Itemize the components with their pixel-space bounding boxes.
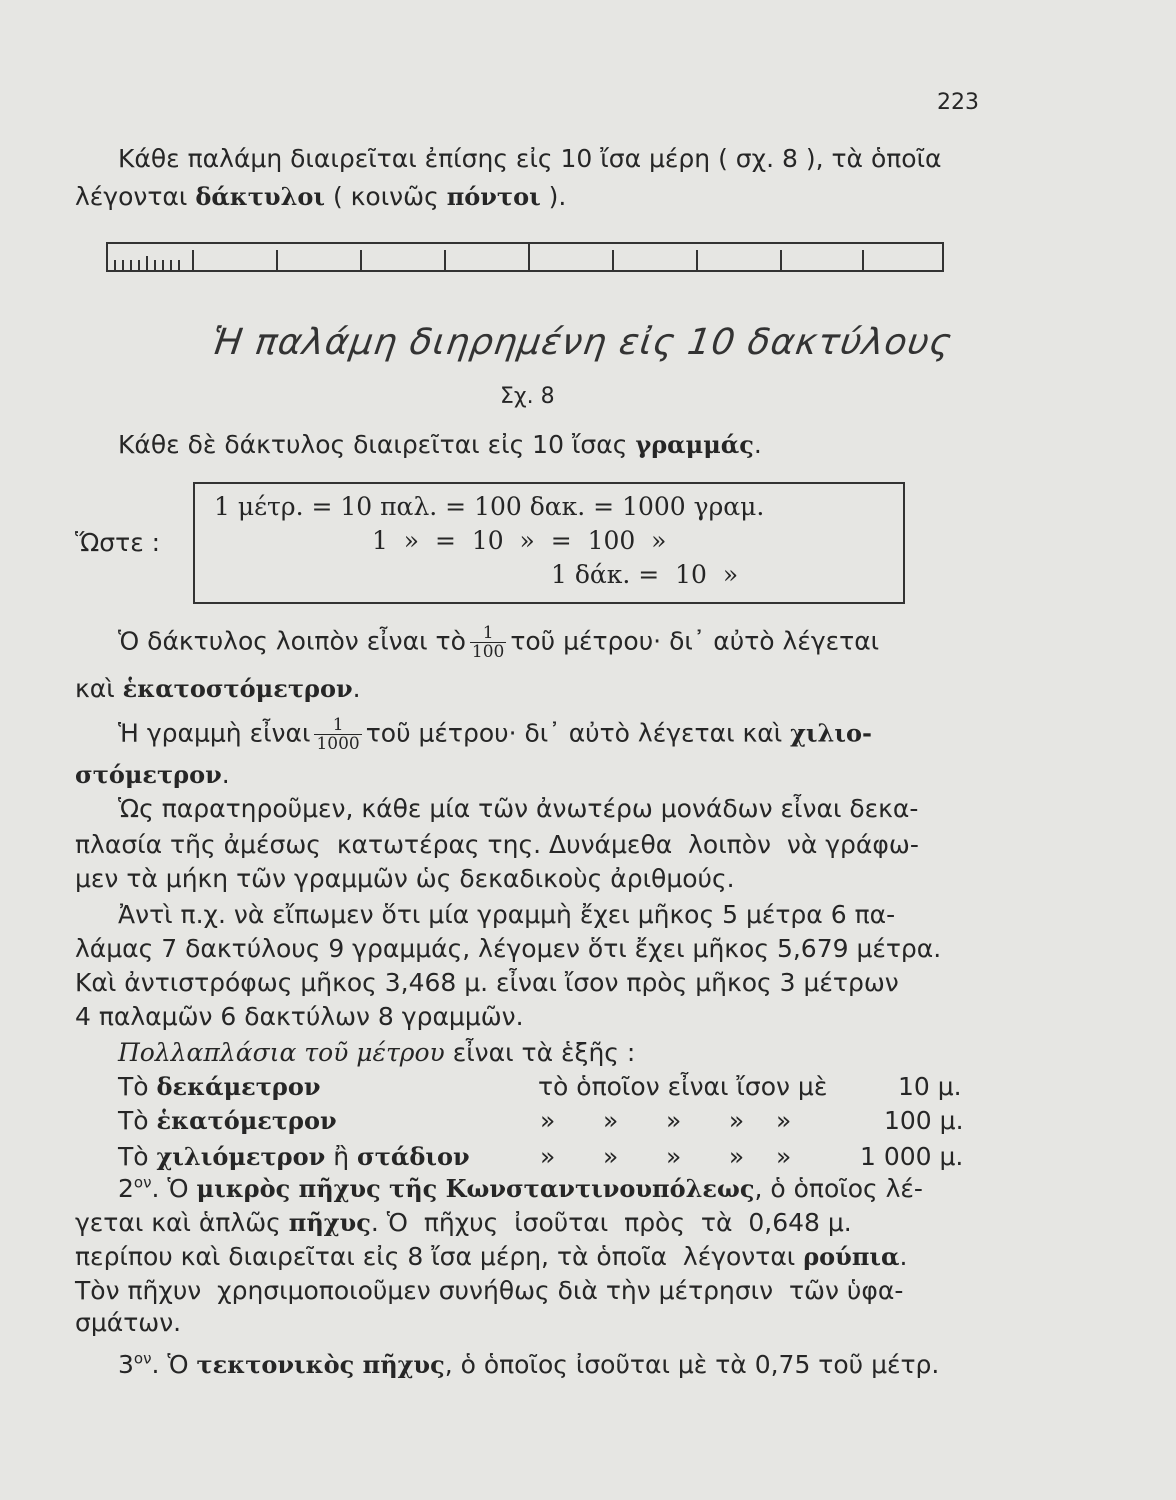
item-suffix: ον	[133, 1349, 152, 1368]
term-hekatometron: ἑκατόμετρον	[156, 1106, 337, 1135]
decimal-line-1: Ὡς παρατηροῦμεν, κάθε μία τῶν ἀνωτέρω μονάδων εἶναι δεκα-	[118, 794, 919, 823]
millimeter-line-2	[75, 758, 230, 792]
equivalence-row-3: 1 δάκ. = 10 »	[551, 560, 739, 589]
cubit-line-1	[118, 1172, 923, 1206]
item-number: 2	[118, 1174, 134, 1203]
intro-text: ( κοινῶς	[325, 182, 447, 211]
multiple-row-3-value: 1 000 μ.	[860, 1142, 964, 1171]
example-line-1: Ἀντὶ π.χ. νὰ εἴπωμεν ὅτι μία γραμμὴ ἔχει μῆκος 5 μέτρα 6 πα-	[118, 900, 896, 929]
item-suffix: ον	[133, 1173, 152, 1192]
decimal-line-2: πλασία τῆς ἀμέσως κατωτέρας της. Δυνάμεθα λοιπὸν νὰ γράφω-	[75, 830, 919, 859]
term-roupia: ρούπια	[803, 1242, 900, 1271]
equivalence-row-2: 1 » = 10 » = 100 »	[372, 526, 667, 555]
millimeter-text: .	[221, 760, 230, 789]
ruler-tick	[122, 260, 124, 270]
intro-line-1: Κάθε παλάμη διαιρεῖται ἐπίσης εἰς 10 ἴσα μέρη ( σχ. 8 ), τὰ ὁποῖα	[118, 144, 942, 173]
term-stadion: στάδιον	[357, 1142, 470, 1171]
multiple-row-1-desc: τὸ ὁποῖον εἶναι ἴσον μὲ	[538, 1072, 828, 1101]
multiple-row-3-name	[118, 1140, 470, 1174]
intro-line-2	[75, 180, 566, 214]
ruler-tick	[146, 256, 148, 270]
fraction-1-100	[470, 624, 506, 661]
ruler-tick	[114, 260, 116, 270]
ruler-tick	[170, 260, 172, 270]
multiple-row-1-name	[118, 1070, 321, 1104]
centimeter-text: τοῦ μέτρου· δι᾽ αὐτὸ λέγεται	[510, 626, 880, 656]
example-line-2: λάμας 7 δακτύλους 9 γραμμάς, λέγομεν ὅτι ἔχει μῆκος 5,679 μέτρα.	[75, 934, 942, 963]
cubit-text: περίπου καὶ διαιρεῖται εἰς 8 ἴσα μέρη, τὰ ὁποῖα λέγονται	[75, 1242, 804, 1271]
multiples-heading: Πολλαπλάσια τοῦ μέτρου	[118, 1038, 445, 1067]
fraction-denominator: 1000	[316, 734, 360, 754]
multiple-row-1-value: 10 μ.	[898, 1072, 962, 1101]
multiples-text: εἶναι τὰ ἑξῆς :	[444, 1038, 636, 1067]
equivalence-row-1: 1 μέτρ. = 10 παλ. = 100 δακ. = 1000 γραμ.	[214, 492, 765, 521]
ruler-tick	[862, 250, 864, 270]
intro-text: ).	[540, 182, 567, 211]
term-pechys: πῆχυς	[288, 1208, 371, 1237]
cubit-line-3	[75, 1240, 907, 1274]
ruler-tick	[178, 260, 180, 270]
ruler-tick	[154, 260, 156, 270]
page-number: 223	[937, 90, 979, 115]
example-line-3: Καὶ ἀντιστρόφως μῆκος 3,468 μ. εἶναι ἴσον πρὸς μῆκος 3 μέτρων	[75, 968, 899, 997]
ruler-tick	[162, 260, 164, 270]
cubit-line-5: σμάτων.	[75, 1308, 182, 1337]
ruler-tick	[780, 250, 782, 270]
intro-text: λέγονται	[75, 182, 196, 211]
multiple-row-2-name	[118, 1104, 337, 1138]
fraction-numerator: 1	[482, 623, 494, 643]
ruler-tick	[612, 250, 614, 270]
multiple-row-2-value: 100 μ.	[884, 1106, 964, 1135]
carpenter-text: . Ὁ	[151, 1350, 197, 1379]
finger-text: Κάθε δὲ δάκτυλος διαιρεῖται εἰς 10 ἴσας	[118, 430, 636, 459]
term-pontoi: πόντοι	[446, 182, 541, 211]
multiple-row-2-desc: » » » » »	[540, 1106, 792, 1135]
term-chiliostometron-part2: στόμετρον	[75, 760, 222, 789]
cubit-line-2	[75, 1206, 852, 1240]
ruler-tick	[130, 260, 132, 270]
term-grammas: γραμμάς	[635, 430, 754, 459]
cubit-text: . Ὁ πῆχυς ἰσοῦται πρὸς τὰ 0,648 μ.	[370, 1208, 852, 1237]
item-number: 3	[118, 1350, 134, 1379]
equivalence-prefix: Ὥστε :	[75, 528, 161, 557]
cubit-text: . Ὁ	[151, 1174, 197, 1203]
multiple-article: Τὸ	[118, 1142, 157, 1171]
figure-label: Σχ. 8	[500, 384, 555, 409]
centimeter-line-1	[118, 624, 879, 661]
term-small-cubit: μικρὸς πῆχυς τῆς Κωνσταντινουπόλεως	[196, 1174, 755, 1203]
millimeter-text: τοῦ μέτρου· δι᾽ αὐτὸ λέγεται καὶ	[365, 718, 791, 748]
centimeter-text: καὶ	[75, 674, 123, 703]
centimeter-text: .	[352, 674, 361, 703]
ruler-tick	[444, 250, 446, 270]
term-tektonikos-pechys: τεκτονικὸς πῆχυς	[196, 1350, 445, 1379]
ruler-tick	[138, 260, 140, 270]
ruler-tick	[360, 250, 362, 270]
figure-caption: Ἡ παλάμη διηρημένη εἰς 10 δακτύλους	[209, 322, 955, 363]
finger-text: .	[753, 430, 762, 459]
cubit-text: , ὁ ὁποῖος λέ-	[754, 1174, 923, 1203]
fraction-1-1000	[314, 716, 361, 753]
palm-ruler-figure	[106, 242, 944, 272]
millimeter-text: Ἡ γραμμὴ εἶναι	[118, 718, 311, 748]
carpenter-line	[118, 1348, 939, 1382]
ruler-tick	[528, 244, 530, 270]
term-hekatostometron: ἑκατοστόμετρον	[122, 674, 353, 703]
term-dekametron: δεκάμετρον	[156, 1072, 321, 1101]
carpenter-text: , ὁ ὁποῖος ἰσοῦται μὲ τὰ 0,75 τοῦ μέτρ.	[444, 1350, 940, 1379]
centimeter-line-2	[75, 672, 361, 706]
cubit-text: γεται καὶ ἁπλῶς	[75, 1208, 289, 1237]
term-chiliostometron-part1: χιλιο-	[790, 718, 872, 748]
multiples-intro	[118, 1036, 635, 1070]
example-line-4: 4 παλαμῶν 6 δακτύλων 8 γραμμῶν.	[75, 1002, 524, 1031]
cubit-line-4: Τὸν πῆχυν χρησιμοποιοῦμεν συνήθως διὰ τὴν μέτρησιν τῶν ὑφα-	[75, 1276, 904, 1305]
finger-line	[118, 428, 762, 462]
millimeter-line-1	[118, 716, 872, 753]
ruler-tick	[276, 250, 278, 270]
ruler-tick	[192, 250, 194, 270]
term-chiliometron: χιλιόμετρον	[156, 1142, 326, 1171]
fraction-numerator: 1	[332, 715, 344, 735]
centimeter-text: Ὁ δάκτυλος λοιπὸν εἶναι τὸ	[118, 626, 466, 656]
term-daktyloi: δάκτυλοι	[195, 182, 326, 211]
multiple-conjunction: ἢ	[325, 1142, 358, 1171]
fraction-denominator: 100	[471, 642, 505, 662]
multiple-row-3-desc: » » » » »	[540, 1142, 792, 1171]
multiple-article: Τὸ	[118, 1072, 157, 1101]
cubit-text: .	[899, 1242, 908, 1271]
multiple-article: Τὸ	[118, 1106, 157, 1135]
ruler-tick	[696, 250, 698, 270]
decimal-line-3: μεν τὰ μήκη τῶν γραμμῶν ὡς δεκαδικοὺς ἀριθμούς.	[75, 864, 735, 893]
